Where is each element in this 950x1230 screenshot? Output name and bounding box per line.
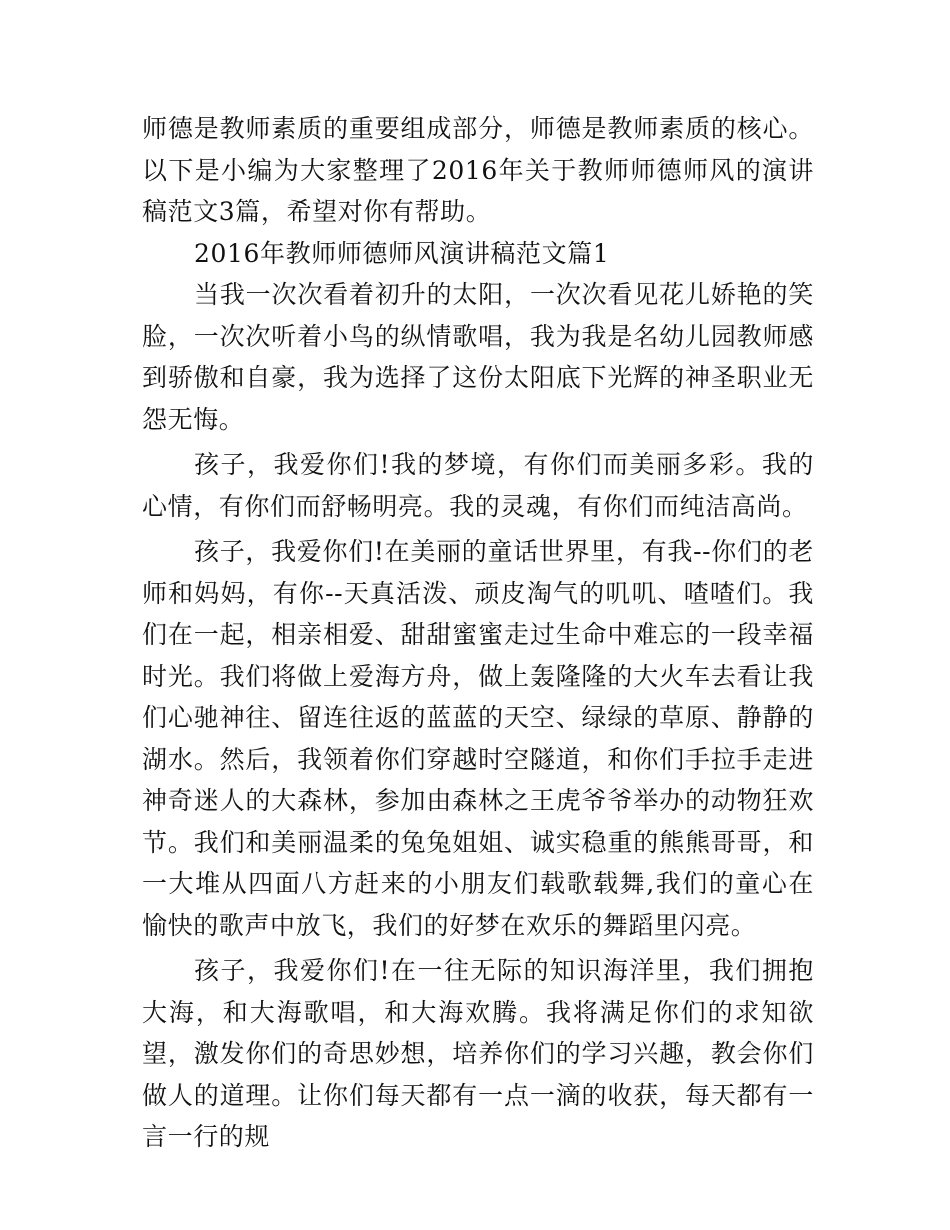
body-paragraph-4: 孩子，我爱你们!在一往无际的知识海洋里，我们拥抱大海，和大海歌唱，和大海欢腾。我将满足你们的求知欲望，激发你们的奇思妙想，培养你们的学习兴趣，教会你们做人的道理。让你们每天都有一点一滴的收获，每天都有一言一行的规	[142, 956, 814, 1151]
intro-paragraph: 师德是教师素质的重要组成部分，师德是教师素质的核心。以下是小编为大家整理了2016年关于教师师德师风的演讲稿范文3篇，希望对你有帮助。	[142, 114, 814, 226]
body-paragraph-1: 当我一次次看着初升的太阳，一次次看见花儿娇艳的笑脸，一次次听着小鸟的纵情歌唱，我为我是名幼儿园教师感到骄傲和自豪，我为选择了这份太阳底下光辉的神圣职业无怨无悔。	[142, 280, 814, 434]
body-paragraph-2: 孩子，我爱你们!我的梦境，有你们而美丽多彩。我的心情，有你们而舒畅明亮。我的灵魂，有你们而纯洁高尚。	[142, 450, 814, 521]
document-body	[142, 108, 814, 1158]
section-title: 2016年教师师德师风演讲稿范文篇1	[194, 238, 610, 268]
body-paragraph-3: 孩子，我爱你们!在美丽的童话世界里，有我--你们的老师和妈妈，有你--天真活泼、顽皮淘气的叽叽、喳喳们。我们在一起，相亲相爱、甜甜蜜蜜走过生命中难忘的一段幸福时光。我们将做上爱海方舟，做上轰隆隆的大火车去看让我们心驰神往、留连往返的蓝蓝的天空、绿绿的草原、静静的湖水。然后，我领着你们穿越时空隧道，和你们手拉手走进神奇迷人的大森林，参加由森林之王虎爷爷举办的动物狂欢节。我们和美丽温柔的兔兔姐姐、诚实稳重的熊熊哥哥，和一大堆从四面八方赶来的小朋友们载歌载舞,我们的童心在愉快的歌声中放飞，我们的好梦在欢乐的舞蹈里闪亮。	[142, 537, 814, 940]
